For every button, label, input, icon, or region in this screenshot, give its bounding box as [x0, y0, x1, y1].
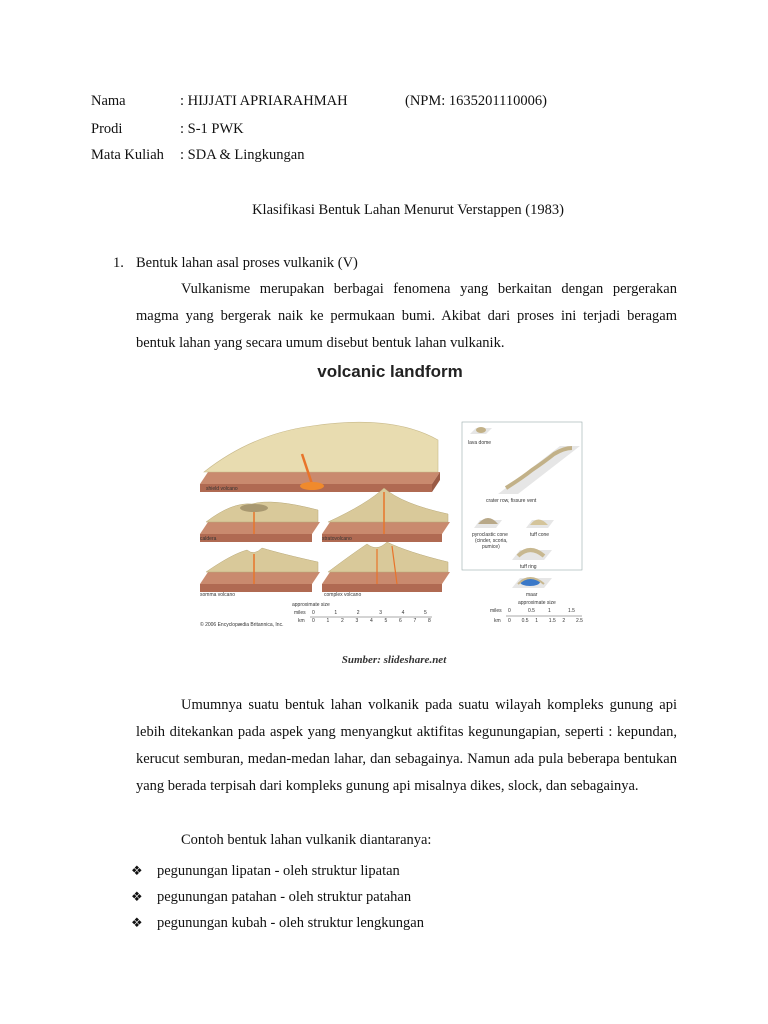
paragraph-vulkanisme: Vulkanisme merupakan berbagai fenomena yang berkaitan dengan pergerakan magma yang bergerak naik ke permukaan bumi. Akibat dari proses ini terjadi beragam bentuk lahan yang secara umum disebut bentuk lahan vulkanik. [136, 281, 677, 351]
label-tuff-cone: tuff cone [530, 532, 550, 538]
stratovolcano-block [322, 488, 450, 542]
scale-tick-label: 1.5 [548, 618, 556, 624]
copyright-text: © 2006 Encyclopædia Britannica, Inc. [200, 622, 284, 628]
shield-volcano-block [200, 422, 440, 492]
scale-right-km-ticks [508, 618, 583, 624]
figure-caption: Sumber: slideshare.net [341, 654, 447, 666]
prodi-value: : S-1 PWK [180, 121, 244, 137]
scale-tick-label: 3 [379, 610, 382, 616]
list-item [131, 858, 424, 884]
scale-left-miles-ticks [312, 610, 427, 616]
complex-volcano-block [322, 542, 450, 592]
scale-tick-label: 5 [384, 618, 388, 624]
scale-tick-label: 1.5 [568, 608, 575, 614]
volcanic-landform-figure [192, 362, 588, 634]
scale-tick-label: 0 [312, 610, 315, 616]
example-list [131, 858, 424, 936]
list-item-text: pegunungan kubah - oleh struktur lengkungan [157, 914, 424, 931]
paragraph-umumnya: Umumnya suatu bentuk lahan volkanik pada suatu wilayah kompleks gunung api lebih ditekankan pada aspek yang menyangkut aktifitas kegunungapian, seperti : kepundan, kerucut semburan, medan-medan lahar, dan sebagainya. Namun ada pula beberapa bentukan yang berada terpisah dari kompleks gunung api misalnya dikes, slock, dan sebagainya. [136, 697, 677, 794]
label-caldera: caldera [200, 536, 217, 542]
label-complex-volcano: complex volcano [324, 592, 362, 598]
name-label: Nama [91, 93, 126, 109]
scale-tick-label: 0.5 [521, 618, 529, 624]
list-item [131, 910, 424, 936]
label-pyroclastic-cone-2: (cinder, scoria, [475, 538, 508, 544]
section-heading: Bentuk lahan asal proses vulkanik (V) [136, 255, 358, 271]
prodi-label: Prodi [91, 121, 123, 137]
small-landforms-panel [462, 422, 582, 570]
scale-left-km-ticks [312, 618, 431, 624]
caldera-block [200, 502, 320, 542]
label-approx-size-left: approximate size [292, 602, 330, 608]
diamond-bullet-icon: ❖ [131, 863, 143, 878]
label-lava-dome: lava dome [468, 440, 492, 446]
mata-kuliah-value: : SDA & Lingkungan [180, 147, 305, 163]
volcanic-landform-illustration [192, 384, 588, 634]
label-stratovolcano: stratovolcano [322, 536, 352, 542]
label-pyroclastic-cone-3: pumice) [482, 544, 500, 550]
label-maar: maar [526, 592, 538, 598]
scale-tick-label: 1 [326, 618, 330, 624]
figure-title: volcanic landform [317, 362, 463, 381]
label-km-right: km [494, 618, 501, 624]
label-miles-left: miles [294, 610, 306, 616]
scale-tick-label: 0 [508, 618, 511, 624]
list-item [131, 884, 424, 910]
scale-tick-label: 0 [312, 618, 315, 624]
mata-kuliah-label: Mata Kuliah [91, 147, 164, 163]
scale-tick-label: 1 [334, 610, 338, 616]
list-item-text: pegunungan patahan - oleh struktur patahan [157, 888, 412, 905]
label-pyroclastic-cone: pyroclastic cone [472, 532, 508, 538]
scale-tick-label: 1 [535, 618, 538, 624]
scale-tick-label: 2 [341, 618, 344, 624]
scale-tick-label: 4 [401, 610, 405, 616]
scale-tick-label: 7 [413, 618, 417, 624]
label-somma-volcano: somma volcano [200, 592, 236, 598]
label-tuff-ring: tuff ring [520, 564, 537, 570]
npm-value: (NPM: 1635201110006) [405, 93, 547, 109]
scale-tick-label: 2 [356, 610, 360, 616]
diamond-bullet-icon: ❖ [131, 915, 143, 930]
label-crater-row: crater row, fissure vent [486, 498, 537, 504]
scale-tick-label: 0 [508, 608, 511, 614]
label-km-left: km [298, 618, 305, 624]
paragraph-contoh: Contoh bentuk lahan vulkanik diantaranya: [181, 832, 432, 848]
scale-tick-label: 5 [424, 610, 427, 616]
scale-tick-label: 6 [399, 618, 402, 624]
label-miles-right: miles [490, 608, 502, 614]
list-item-text: pegunungan lipatan - oleh struktur lipatan [157, 862, 400, 879]
scale-tick-label: 0.5 [528, 608, 535, 614]
diamond-bullet-icon: ❖ [131, 889, 143, 904]
scale-tick-label: 2.5 [576, 618, 583, 624]
right-scale [490, 600, 583, 624]
scale-right-miles-ticks [508, 608, 575, 614]
scale-tick-label: 8 [428, 618, 431, 624]
name-value: : HIJJATI APRIARAHMAH [180, 93, 348, 109]
document-title: Klasifikasi Bentuk Lahan Menurut Verstappen (1983) [252, 202, 564, 218]
section-number: 1. [113, 255, 124, 271]
scale-tick-label: 2 [562, 618, 566, 624]
left-scale [200, 602, 432, 628]
scale-tick-label: 4 [370, 618, 373, 624]
scale-tick-label: 1 [548, 608, 551, 614]
somma-volcano-block [200, 548, 320, 592]
tuff-ring-and-maar [512, 550, 552, 598]
label-shield-volcano: shield volcano [206, 486, 238, 492]
label-approx-size-right: approximate size [518, 600, 556, 606]
scale-tick-label: 3 [355, 618, 359, 624]
